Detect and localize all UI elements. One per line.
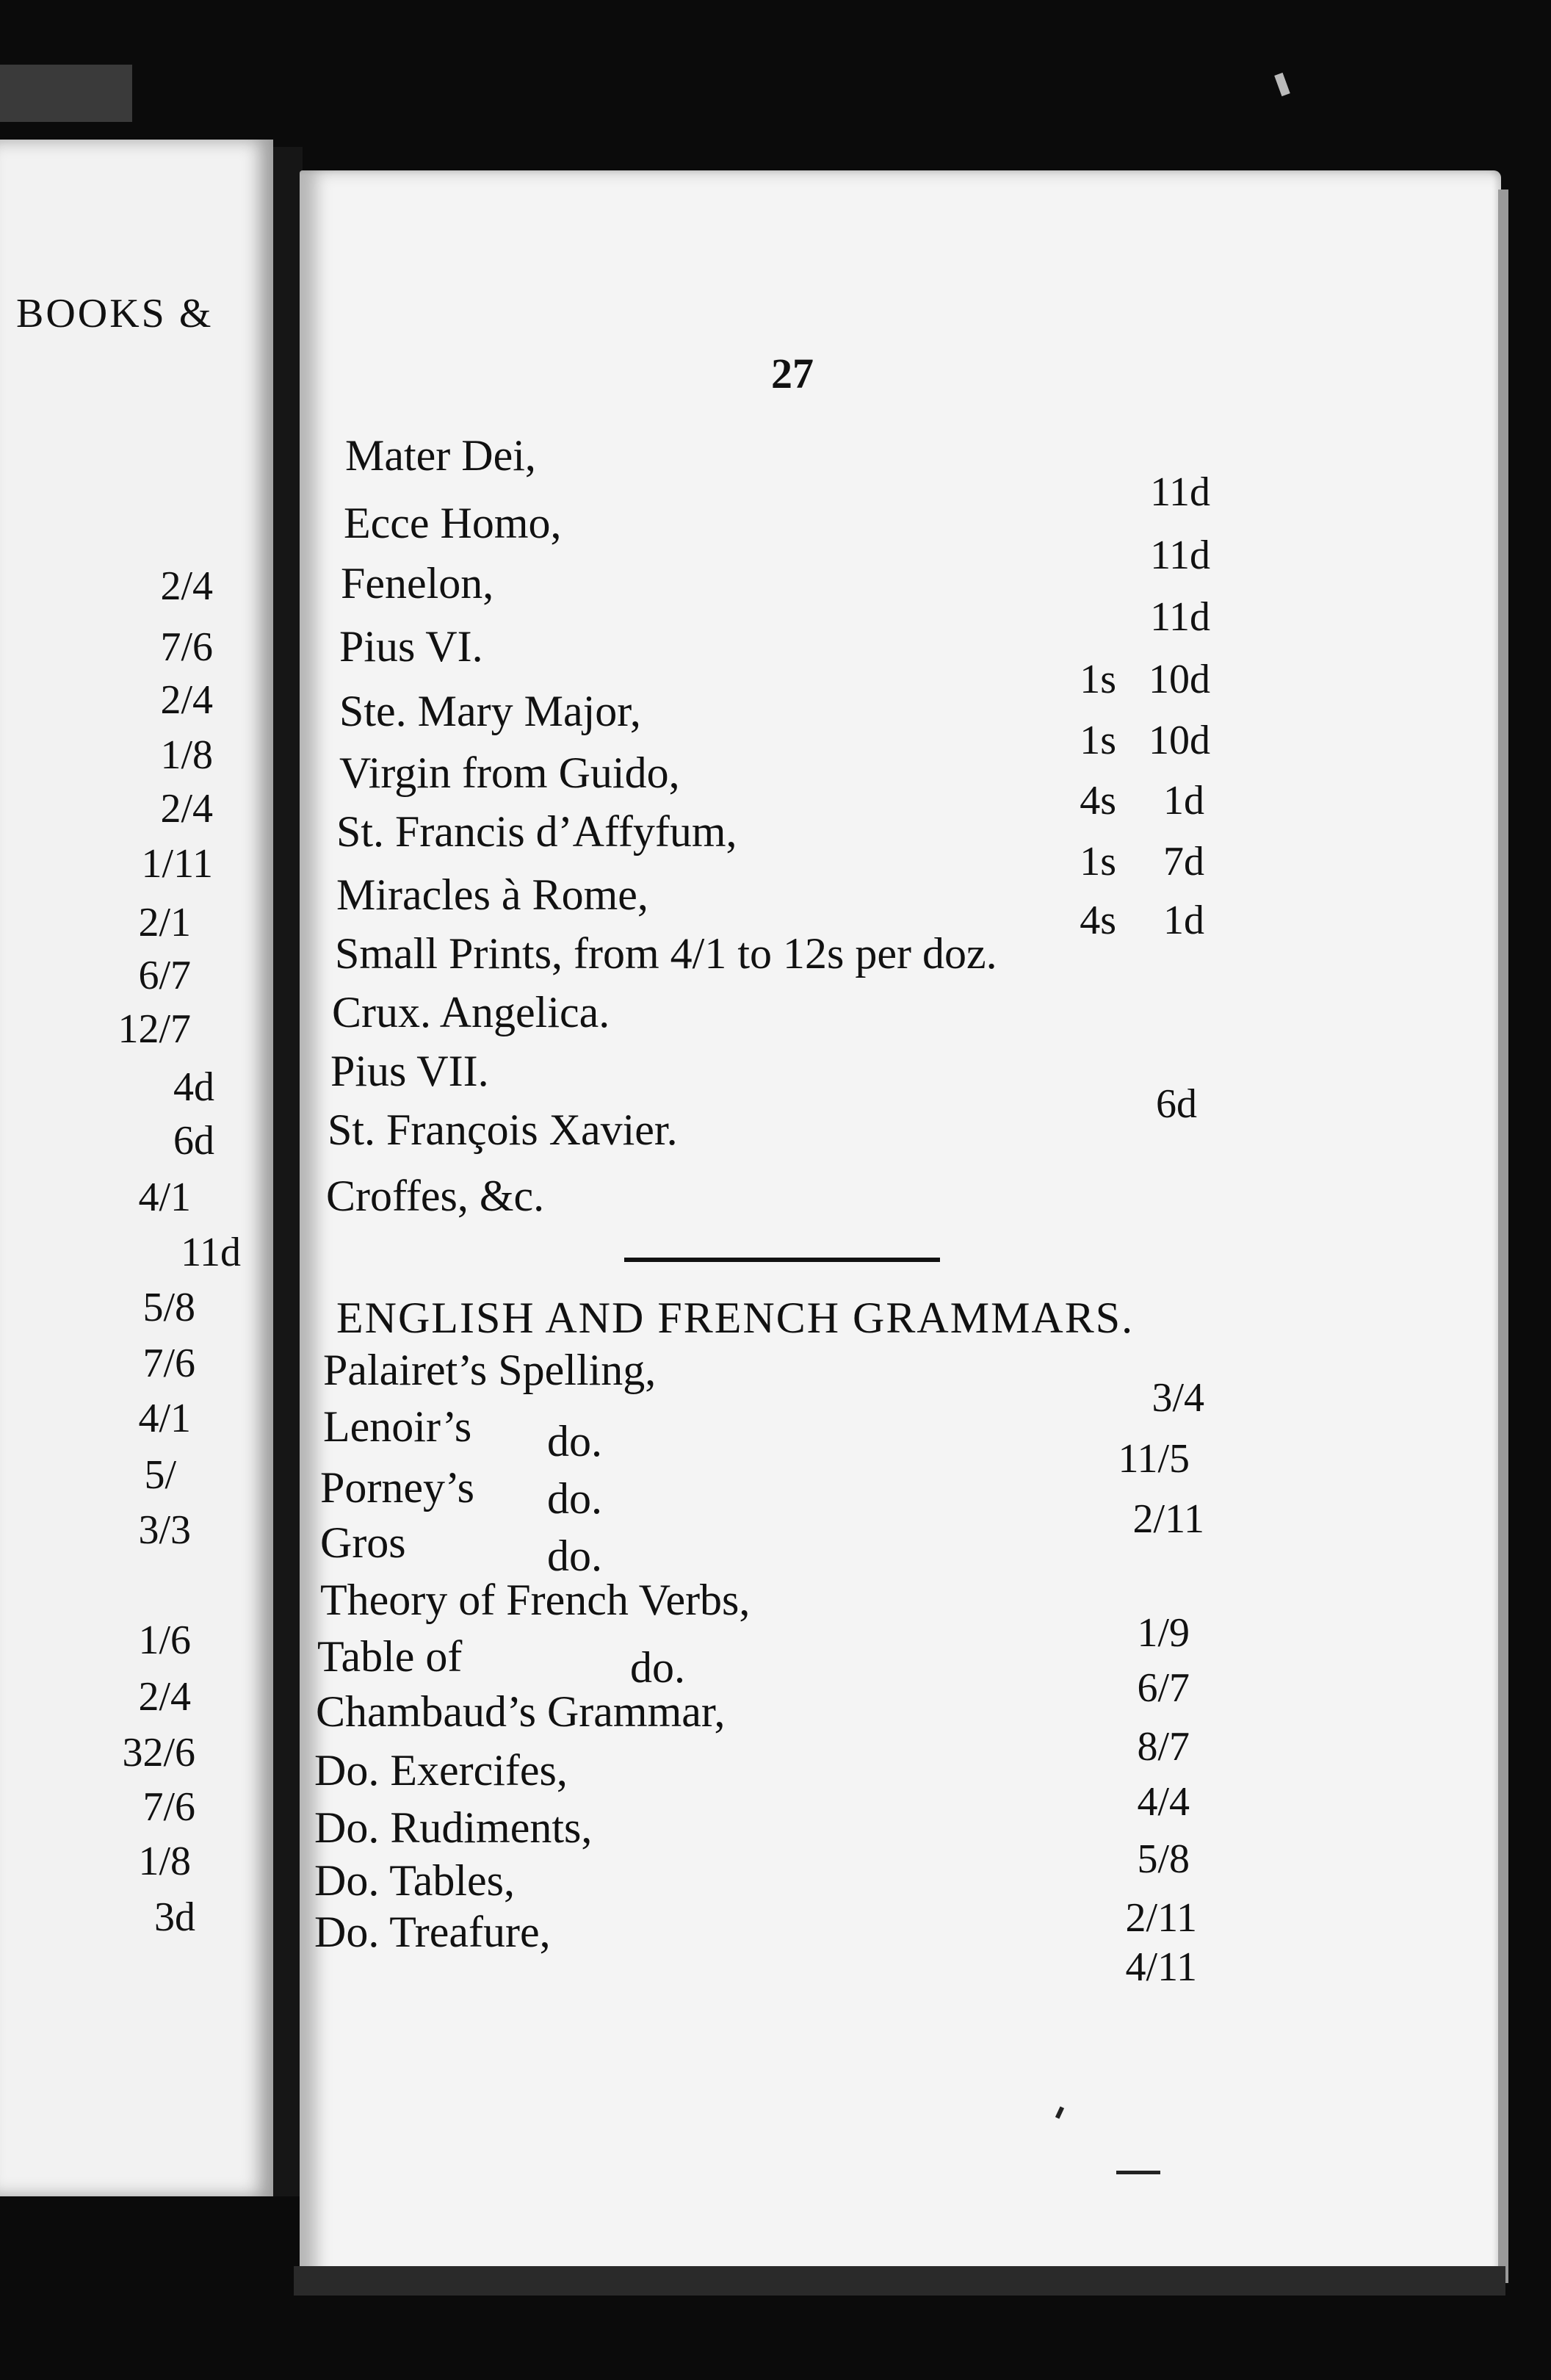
left-price: 32/6 <box>122 1730 195 1775</box>
list-item-ditto: do. <box>547 1474 602 1523</box>
list-item-pence: 11d <box>1150 533 1210 578</box>
left-price: 12/7 <box>118 1006 191 1052</box>
list-item-pence: 6d <box>1156 1081 1197 1127</box>
list-item-price: 5/8 <box>1137 1836 1190 1882</box>
left-price: 7/6 <box>142 1341 195 1386</box>
list-item-shillings: 1s <box>1080 839 1116 884</box>
list-item-ditto: do. <box>630 1643 685 1692</box>
ink-mark <box>1274 73 1290 96</box>
list-item-title: Chambaud’s Grammar, <box>316 1687 726 1736</box>
right-page <box>300 170 1501 2286</box>
left-price: 4/1 <box>138 1396 191 1441</box>
list-item-title: Fenelon, <box>341 559 494 607</box>
list-item-title: Croffes, &c. <box>326 1172 545 1220</box>
list-item-shillings: 1s <box>1080 657 1116 702</box>
left-price: 5/ <box>144 1452 176 1498</box>
left-price: 2/4 <box>160 786 213 832</box>
left-price: 5/8 <box>142 1285 195 1330</box>
list-item-pence: 10d <box>1149 657 1210 702</box>
list-item-title: Do. Rudiments, <box>314 1803 593 1852</box>
left-price: 2/4 <box>160 677 213 723</box>
list-item-title: Lenoir’s <box>323 1402 472 1451</box>
list-item-title: Do. Tables, <box>314 1856 515 1905</box>
list-item-title: Gros <box>320 1518 406 1567</box>
list-item-pence: 11d <box>1150 469 1210 515</box>
left-price: 11d <box>181 1230 241 1275</box>
list-item-shillings: 4s <box>1080 778 1116 823</box>
list-item-price: 2/11 <box>1125 1895 1197 1941</box>
left-price: 3/3 <box>138 1507 191 1553</box>
list-item-price: 11/5 <box>1118 1436 1190 1482</box>
list-item-pence: 11d <box>1150 594 1210 640</box>
list-item-title: St. Francis d’Affyfum, <box>336 807 737 856</box>
list-item-pence: 1d <box>1163 898 1204 943</box>
left-price: 2/4 <box>138 1674 191 1720</box>
list-item-title: Small Prints, from 4/1 to 12s per doz. <box>335 929 997 978</box>
left-price: 1/11 <box>141 841 213 887</box>
list-item-title: Do. Exercifes, <box>314 1746 568 1795</box>
list-item-price: 6/7 <box>1137 1665 1190 1711</box>
page-number: 27 <box>771 350 814 397</box>
left-price: 3d <box>154 1894 195 1940</box>
list-item-title: Palairet’s Spelling, <box>323 1346 657 1394</box>
list-item-pence: 10d <box>1149 718 1210 763</box>
left-price: 2/1 <box>138 900 191 945</box>
page-edge <box>1498 190 1508 2283</box>
left-price: 4d <box>173 1064 214 1110</box>
list-item-title: Pius VII. <box>330 1047 489 1095</box>
list-item-title: Ecce Homo, <box>344 499 562 547</box>
left-price: 7/6 <box>142 1784 195 1830</box>
list-item-title: Crux. Angelica. <box>332 988 610 1036</box>
list-item-ditto: do. <box>547 1532 602 1580</box>
left-price: 6/7 <box>138 953 191 998</box>
left-page <box>0 140 273 2196</box>
list-item-price: 4/11 <box>1125 1944 1197 1990</box>
list-item-price: 4/4 <box>1137 1779 1190 1825</box>
left-price: 4/1 <box>138 1175 191 1220</box>
list-item-title: Mater Dei, <box>345 431 536 480</box>
section-rule <box>624 1258 940 1262</box>
left-page-heading: BOOKS & <box>16 291 214 336</box>
section-heading: ENGLISH AND FRENCH GRAMMARS. <box>336 1294 1135 1342</box>
list-item-title: Ste. Mary Major, <box>339 687 641 735</box>
list-item-price: 1/9 <box>1137 1610 1190 1656</box>
list-item-pence: 7d <box>1163 839 1204 884</box>
list-item-ditto: do. <box>547 1417 602 1465</box>
list-item-title: St. François Xavier. <box>328 1106 678 1154</box>
list-item-price: 8/7 <box>1137 1724 1190 1770</box>
list-item-price: 2/11 <box>1132 1496 1204 1542</box>
list-item-title: Virgin from Guido, <box>339 749 680 797</box>
list-item-shillings: 4s <box>1080 898 1116 943</box>
list-item-title: Theory of French Verbs, <box>320 1576 751 1624</box>
list-item-shillings: 1s <box>1080 718 1116 763</box>
list-item-title: Pius VI. <box>339 622 483 671</box>
ink-mark <box>1116 2171 1160 2174</box>
list-item-price: 3/4 <box>1152 1375 1204 1421</box>
left-price: 1/8 <box>138 1839 191 1884</box>
list-item-title: Miracles à Rome, <box>336 870 648 919</box>
left-price: 6d <box>173 1118 214 1164</box>
list-item-title: Table of <box>317 1632 463 1681</box>
list-item-pence: 1d <box>1163 778 1204 823</box>
list-item-title: Do. Treafure, <box>314 1908 551 1956</box>
bottom-edge <box>294 2266 1505 2296</box>
left-page-tab <box>0 65 132 122</box>
left-price: 7/6 <box>160 624 213 670</box>
list-item-title: Porney’s <box>320 1463 474 1512</box>
left-price: 1/6 <box>138 1618 191 1663</box>
left-price: 1/8 <box>160 732 213 778</box>
book-gutter <box>273 147 303 2196</box>
left-price: 2/4 <box>160 563 213 609</box>
